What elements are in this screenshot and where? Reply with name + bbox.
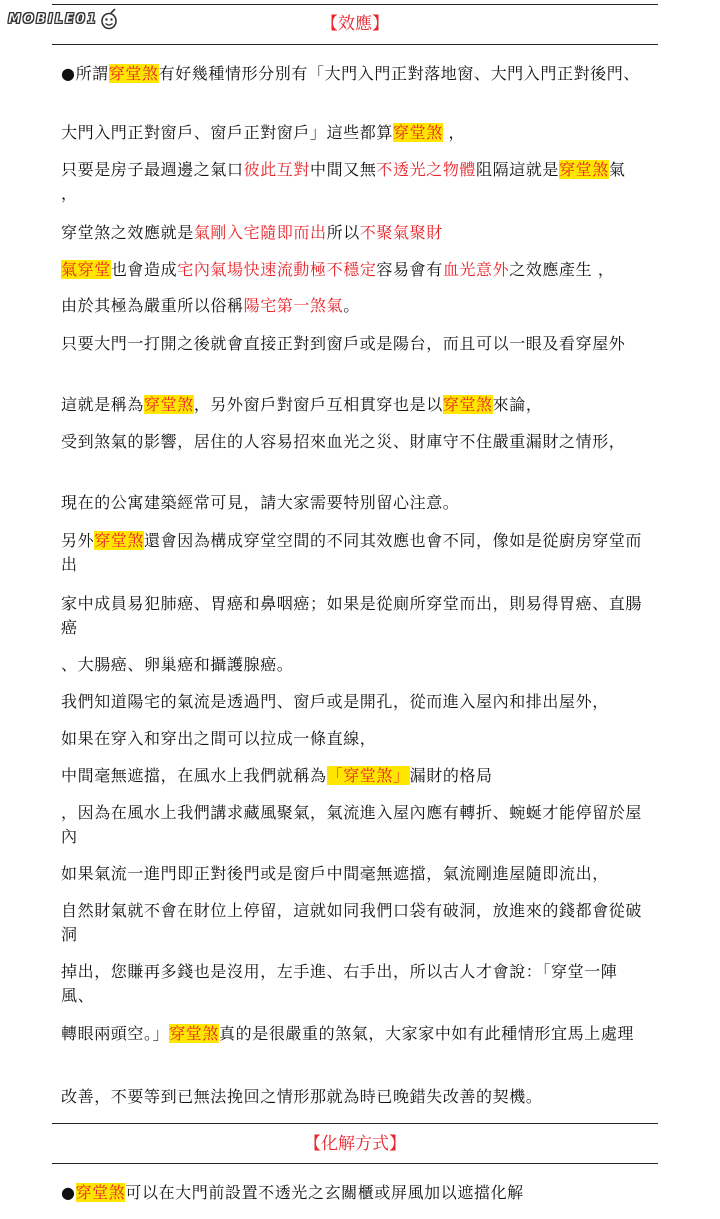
paragraph-3: [61, 158, 647, 206]
paragraph-22: [61, 1085, 647, 1109]
red-text: 不透光之物體: [376, 160, 477, 179]
text: 自然財氣就不會在財位上停留，這就如同我們口袋有破洞，放進來的錢都會從破洞: [61, 901, 643, 944]
text: 可以在大門前設置不透光之玄關櫃或屏風加以遮擋化解: [125, 1183, 524, 1202]
paragraph-10: [61, 491, 647, 515]
paragraph-12: [61, 592, 647, 640]
text: 、大腸癌、卵巢癌和攝護腺癌。: [61, 655, 294, 674]
red-text: 氣剛入宅隨即而出: [193, 223, 327, 242]
paragraph-15: [61, 727, 647, 751]
highlight-term: 穿堂煞: [393, 123, 443, 142]
text: ，: [442, 123, 466, 142]
bullet-icon: ●: [61, 64, 76, 83]
paragraph-17: [61, 801, 647, 849]
text: 氣 ，: [61, 160, 626, 203]
text: 只要是房子最週邊之氣口: [61, 160, 244, 179]
text: 由於其極為嚴重所以俗稱: [61, 296, 244, 315]
text: 改善，不要等到已無法挽回之情形那就為時已晚錯失改善的契機。: [61, 1087, 543, 1106]
bullet-icon: ●: [61, 1183, 76, 1202]
text: 這就是稱為: [61, 395, 145, 414]
text: 如果在穿入和穿出之間可以拉成一條直線，: [61, 729, 377, 748]
section-title-effect: 【效應】: [321, 14, 389, 34]
text: 。: [343, 296, 360, 315]
paragraph-2: [61, 121, 647, 145]
text: 現在的公寓建築經常可見，請大家需要特別留心注意。: [61, 493, 460, 512]
text: ，另外窗戶對窗戶互相貫穿也是以: [193, 395, 443, 414]
text: 中間又無: [310, 160, 377, 179]
text: 轉眼兩頭空。」: [61, 1024, 170, 1043]
text: 有好幾種情形分別有「大門入門正對落地窗、大門入門正對後門、: [158, 64, 640, 83]
text: 來論，: [492, 395, 543, 414]
text: 大門入門正對窗戶、窗戶正對窗戶」這些都算: [61, 123, 394, 142]
paragraph-20: [61, 960, 647, 1008]
text: 掉出，您賺再多錢也是沒用，左手進、右手出，所以古人才會說：「穿堂一陣風、: [61, 962, 618, 1005]
highlight-term: 穿堂煞: [442, 395, 493, 414]
text: 受到煞氣的影響，居住的人容易招來血光之災、財庫守不住嚴重漏財之情形，: [61, 432, 626, 451]
watermark-text: MOBILE01: [8, 11, 98, 27]
paragraph-11: [61, 529, 647, 577]
red-text: 不聚氣聚財: [359, 223, 443, 242]
red-text: 血光意外: [442, 260, 510, 279]
text: 還會因為構成穿堂空間的不同其效應也會不同，像如是從廚房穿堂而出: [61, 531, 643, 574]
highlight-term: 穿堂煞: [94, 531, 145, 550]
paragraph-14: [61, 690, 647, 714]
text: 阻隔這就是: [476, 160, 560, 179]
section-title-solution: 【化解方式】: [304, 1134, 406, 1154]
paragraph-1: [61, 62, 647, 86]
paragraph-6: [61, 294, 647, 318]
text: 另外: [61, 531, 95, 550]
text: 所以: [326, 223, 360, 242]
text: 也會造成: [110, 260, 178, 279]
red-text: 宅內氣場快速流動極不穩定: [177, 260, 377, 279]
text: 漏財的格局: [409, 766, 493, 785]
paragraph-9: [61, 430, 647, 454]
highlight-term: 穿堂煞: [559, 160, 609, 179]
paragraph-19: [61, 899, 647, 947]
paragraph-23: [61, 1181, 647, 1205]
solution-title-divider: [52, 1163, 658, 1164]
highlight-term: 穿堂煞: [108, 64, 159, 83]
text: 真的是很嚴重的煞氣，大家家中如有此種情形宜馬上處理: [219, 1024, 635, 1043]
text: ，因為在風水上我們講求藏風聚氣，氣流進入屋內應有轉折、蜿蜒才能停留於屋內: [61, 803, 643, 846]
text: 所謂: [75, 64, 109, 83]
paragraph-4: [61, 221, 647, 245]
highlight-term: 穿堂煞: [75, 1183, 126, 1202]
top-divider: [52, 4, 658, 5]
text: 家中成員易犯肺癌、胃癌和鼻咽癌；如果是從廁所穿堂而出，則易得胃癌、直腸癌: [61, 594, 643, 637]
highlight-term: 穿堂煞: [144, 395, 194, 414]
highlight-term: 氣穿堂: [61, 260, 111, 279]
text: 容易會有: [376, 260, 443, 279]
paragraph-8: [61, 393, 647, 417]
highlight-term: 「穿堂煞」: [326, 766, 410, 785]
solution-top-divider: [52, 1123, 658, 1124]
paragraph-5: [61, 258, 647, 282]
paragraph-13: [61, 653, 647, 677]
paragraph-21: [61, 1022, 647, 1046]
text: 我們知道陽宅的氣流是透過門、窗戶或是開孔，從而進入屋內和排出屋外，: [61, 692, 609, 711]
text: 中間毫無遮擋，在風水上我們就稱為: [61, 766, 327, 785]
effect-title-divider: [52, 44, 658, 45]
text: 之效應產生 ，: [509, 260, 615, 279]
paragraph-7: [61, 332, 647, 356]
red-text: 彼此互對: [243, 160, 311, 179]
text: 只要大門一打開之後就會直接正對到窗戶或是陽台，而且可以一眼及看穿屋外: [61, 334, 626, 353]
highlight-term: 穿堂煞: [169, 1024, 220, 1043]
red-text: 陽宅第一煞氣: [243, 296, 344, 315]
paragraph-18: [61, 862, 647, 886]
text: 穿堂煞之效應就是: [61, 223, 194, 242]
text: 如果氣流一進門即正對後門或是窗戶中間毫無遮擋，氣流剛進屋隨即流出，: [61, 864, 609, 883]
paragraph-16: [61, 764, 647, 788]
